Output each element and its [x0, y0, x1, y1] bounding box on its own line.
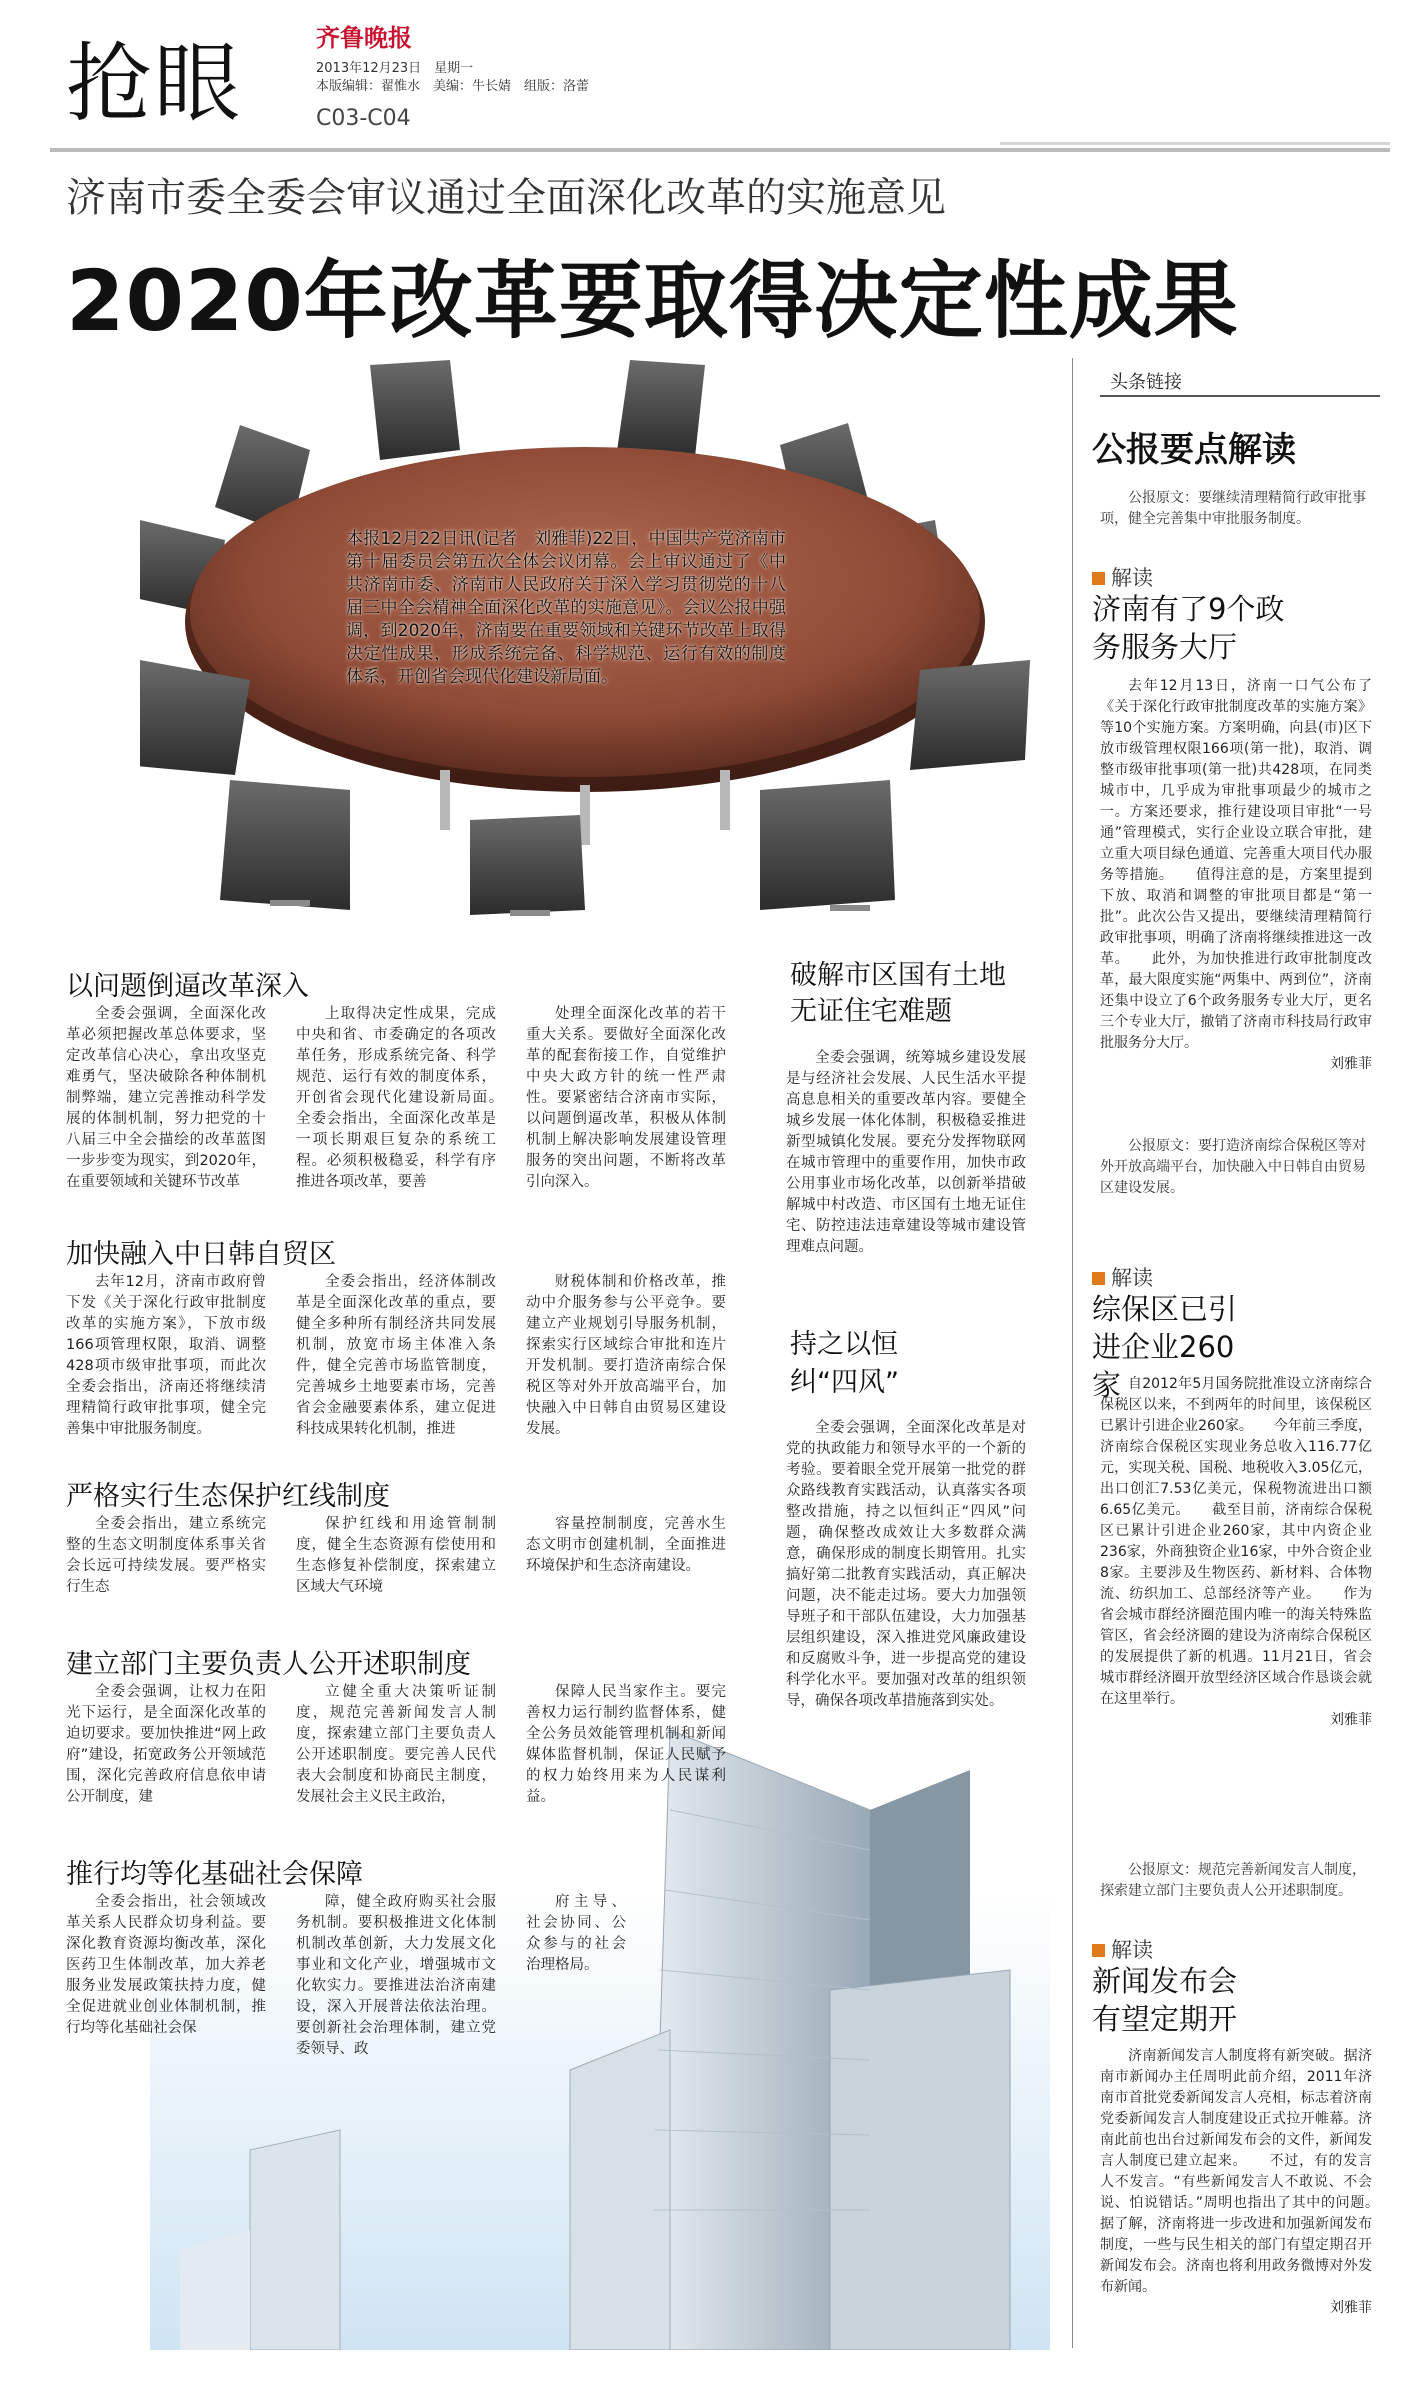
sidebar-title: 公报要点解读 [1092, 430, 1296, 470]
lead-paragraph: 本报12月22日讯(记者 刘雅菲)22日，中国共产党济南市第十届委员会第五次全体会议闭幕。会上审议通过了《中共济南市委、济南市人民政府关于深入学习贯彻党的十八届三中全会精神全面深化改革的实施意见》。会议公报中强调，到2020年，济南要在重要领域和关键环节改革上取得决定性成果，形成系统完备、科学规范、运行有效的制度体系，开创省会现代化建设新局面。 [346, 529, 786, 687]
byline: 刘雅菲 [1330, 2300, 1372, 2316]
newspaper-logo: 齐鲁晚报 [316, 23, 412, 52]
header-rule-top [1000, 142, 1390, 145]
body-column: 保护红线和用途管制制度，健全生态资源有偿使用和生态修复补偿制度，探索建立区域大气环境 [296, 1516, 496, 1595]
sidebar-label: 头条链接 [1110, 372, 1182, 393]
body-column: 财税体制和价格改革，推动中介服务参与公平竞争。要建立产业规划引导服务机制，探索实行区域综合审批和连片开发机制。要打造济南综合保税区等对外开放高端平台，加快融入中日韩自由贸易区建设发展。 [526, 1274, 726, 1437]
section-heading: 破解市区国有土地无证住宅难题 [790, 960, 1006, 1027]
section-title: 抢眼 [66, 34, 242, 134]
sidebar-body: 去年12月13日，济南一口气公布了《关于深化行政审批制度改革的实施方案》等10个实施方案。方案明确，向县(市)区下放市级管理权限166项(第一批)，取消、调整市级审批事项(第一批)共428项，在同类城市中，几乎成为审批事项最少的城市之一。方案还要求，推行建设项目审批“一号通”管理模式，实行企业设立联合审批，建立重大项目绿色通道、完善重大项目代办服务等措施。 值得注意的是，方案里提到下放、取消和调整的审批项目都是“第一批”。此次公告又提出，要继续清理精简行政审批事项，明确了济南将继续推进这一改革。 此外，为加快推进行政审批制度改革，最大限度实施“两集中、两到位”，济南还集中设立了6个政务服务专业大厅，更名三个专业大厅，撤销了济南市科技局行政审批服务分大厅。 刘雅菲 [1100, 676, 1372, 1075]
body-column: 全委会指出，建立系统完整的生态文明制度体系事关省会长远可持续发展。要严格实行生态 [66, 1516, 266, 1595]
body-column: 处理全面深化改革的若干重大关系。要做好全面深化改革的配套衔接工作，自觉维护中央大政方针的统一性严肃性。要紧密结合济南市实际，以问题倒逼改革，积极从体制机制上解决影响发展建设管理服务的突出问题，不断将改革引向深入。 [526, 1006, 726, 1190]
body-column: 全委会强调，统筹城乡建设发展是与经济社会发展、人民生活水平提高息息相关的重要改革内容。要健全城乡发展一体化体制，积极稳妥推进新型城镇化发展。要充分发挥物联网在城市管理中的重要作用，加快市政公用事业市场化改革，以创新举措破解城中村改造、市区国有土地无证住宅、防控违法违章建设等城市建设管理难点问题。 [786, 1050, 1026, 1255]
body-column: 全委会强调，让权力在阳光下运行，是全面深化改革的迫切要求。要加快推进“网上政府”建设，拓宽政务公开领域范围，深化完善政府信息依申请公开制度，建 [66, 1684, 266, 1805]
body-column: 上取得决定性成果，完成中央和省、市委确定的各项改革任务，形成系统完备、科学规范、运行有效的制度体系，开创省会现代化建设新局面。 全委会指出，全面深化改革是一项长期艰巨复杂的系统工程。必须积极稳妥，科学有序推进各项改革，要善 [296, 1006, 525, 1190]
section-heading: 以问题倒逼改革深入 [66, 971, 309, 1002]
sidebar-quote: 公报原文：要继续清理精简行政审批事项，健全完善集中审批服务制度。 [1100, 490, 1366, 527]
article-headline: 2020年改革要取得决定性成果 [66, 252, 1239, 350]
body-column: 去年12月，济南市政府曾下发《关于深化行政审批制度改革的实施方案》，下放市级166项管理权限，取消、调整428项市级审批事项，而此次全委会指出，济南还将继续清理精简行政审批事项，健全完善集中审批服务制度。 [66, 1274, 266, 1437]
square-icon [1092, 1272, 1105, 1285]
sidebar-rule [1100, 395, 1380, 397]
body-column: 府主导、社会协同、公众参与的社会治理格局。 [526, 1894, 626, 1973]
section-heading: 建立部门主要负责人公开述职制度 [66, 1649, 471, 1680]
body-column: 保障人民当家作主。要完善权力运行制约监督体系，健全公务员效能管理机制和新闻媒体监督机制，保证人民赋予的权力始终用来为人民谋利益。 [526, 1684, 726, 1805]
body-column: 立健全重大决策听证制度，规范完善新闻发言人制度，探索建立部门主要负责人公开述职制度。要完善人民代表大会制度和协商民主制度，发展社会主义民主政治， [296, 1684, 496, 1805]
square-icon [1092, 1944, 1105, 1957]
interpretation-tag: 解读 [1092, 1934, 1153, 1964]
sidebar-subtitle: 综保区已引进企业260家 [1092, 1292, 1238, 1402]
editor-credits: 本版编辑：翟惟水 美编：牛长婧 组版：洛蕾 [316, 79, 590, 94]
sidebar-quote: 公报原文：要打造济南综合保税区等对外开放高端平台，加快融入中日韩自由贸易区建设发展。 [1100, 1138, 1366, 1196]
body-column: 容量控制制度，完善水生态文明市创建机制，全面推进环境保护和生态济南建设。 [526, 1516, 726, 1574]
body-column: 全委会强调，全面深化改革是对党的执政能力和领导水平的一个新的考验。要着眼全党开展第一批党的群众路线教育实践活动，认真落实各项整改措施，持之以恒纠正“四风”问题，确保整改成效让大多数群众满意，确保形成的制度长期管用。扎实搞好第二批教育实践活动，真正解决问题，决不能走过场。要大力加强领导班子和干部队伍建设，大力加强基层组织建设，深入推进党风廉政建设和反腐败斗争，进一步提高党的建设科学化水平。要加强对改革的组织领导，确保各项改革措施落到实处。 [786, 1420, 1026, 1709]
sidebar-body: 自2012年5月国务院批准设立济南综合保税区以来，不到两年的时间里，该保税区已累计引进企业260家。 今年前三季度，济南综合保税区实现业务总收入116.77亿元，实现关税、国税、地税收入3.05亿元，出口创汇7.53亿美元，保税物流进出口额6.65亿美元。 截至目前，济南综合保税区已累计引进企业260家，其中内资企业236家，外商独资企业16家，中外合资企业8家。主要涉及生物医药、新材料、合体物流、纺织加工、总部经济等产业。 作为省会城市群经济圈范围内唯一的海关特殊监管区，省会经济圈的建设为济南综合保税区的发展提供了新的机遇。11月21日，省会城市群经济圈开放型经济区域合作恳谈会就在这里举行。 刘雅菲 [1100, 1374, 1372, 1731]
byline: 刘雅菲 [1330, 1056, 1372, 1072]
sidebar-subtitle: 济南有了9个政务服务大厅 [1092, 592, 1285, 664]
section-heading: 严格实行生态保护红线制度 [66, 1481, 390, 1512]
square-icon [1092, 572, 1105, 585]
sidebar-body: 济南新闻发言人制度将有新突破。据济南市新闻办主任周明此前介绍，2011年济南市首批党委新闻发言人亮相，标志着济南党委新闻发言人制度建设正式拉开帷幕。济南此前也出台过新闻发布会的文件，新闻发言人制度已建立起来。 不过，有的发言人不发言。“有些新闻发言人不敢说、不会说、怕说错话。”周明也指出了其中的问题。 据了解，济南将进一步改进和加强新闻发布制度，一些与民生相关的部门有望定期召开新闻发布会。济南也将利用政务微博对外发布新闻。 刘雅菲 [1100, 2046, 1372, 2319]
page-numbers: C03-C04 [316, 106, 411, 131]
header-rule [50, 148, 1390, 152]
issue-date: 2013年12月23日 星期一 [316, 61, 474, 76]
interpretation-tag: 解读 [1092, 1262, 1153, 1292]
section-heading: 加快融入中日韩自贸区 [66, 1239, 336, 1270]
section-heading: 持之以恒纠“四风” [790, 1329, 899, 1398]
column-divider [1072, 358, 1073, 2348]
interpretation-tag: 解读 [1092, 562, 1153, 592]
body-column: 全委会指出，社会领域改革关系人民群众切身利益。要深化教育资源均衡改革，深化医药卫生体制改革，加大养老服务业发展政策扶持力度，健全促进就业创业体制机制，推行均等化基础社会保 [66, 1894, 266, 2036]
sidebar-quote: 公报原文：规范完善新闻发言人制度，探索建立部门主要负责人公开述职制度。 [1100, 1862, 1366, 1899]
body-column: 障，健全政府购买社会服务机制。要积极推进文化体制机制改革创新，大力发展文化事业和文化产业，增强城市文化软实力。要推进法治济南建设，深入开展普法依法治理。要创新社会治理体制，建立党委领导、政 [296, 1894, 496, 2057]
body-column: 全委会指出，经济体制改革是全面深化改革的重点，要健全多种所有制经济共同发展机制，放宽市场主体准入条件，健全完善市场监管制度，完善城乡土地要素市场，完善省会金融要素体系，建立促进科技成果转化机制，推进 [296, 1274, 496, 1437]
masthead-meta [316, 60, 589, 96]
article-subtitle: 济南市委全委会审议通过全面深化改革的实施意见 [66, 175, 946, 221]
section-heading: 推行均等化基础社会保障 [66, 1859, 363, 1890]
sidebar-subtitle: 新闻发布会有望定期开 [1092, 1964, 1238, 2036]
byline: 刘雅菲 [1330, 1712, 1372, 1728]
body-column: 全委会强调，全面深化改革必须把握改革总体要求，坚定改革信心决心，拿出攻坚克难勇气，坚决破除各种体制机制弊端，建立完善推动科学发展的体制机制，努力把党的十八届三中全会描绘的改革蓝图一步步变为现实，到2020年，在重要领域和关键环节改革 [66, 1006, 266, 1190]
